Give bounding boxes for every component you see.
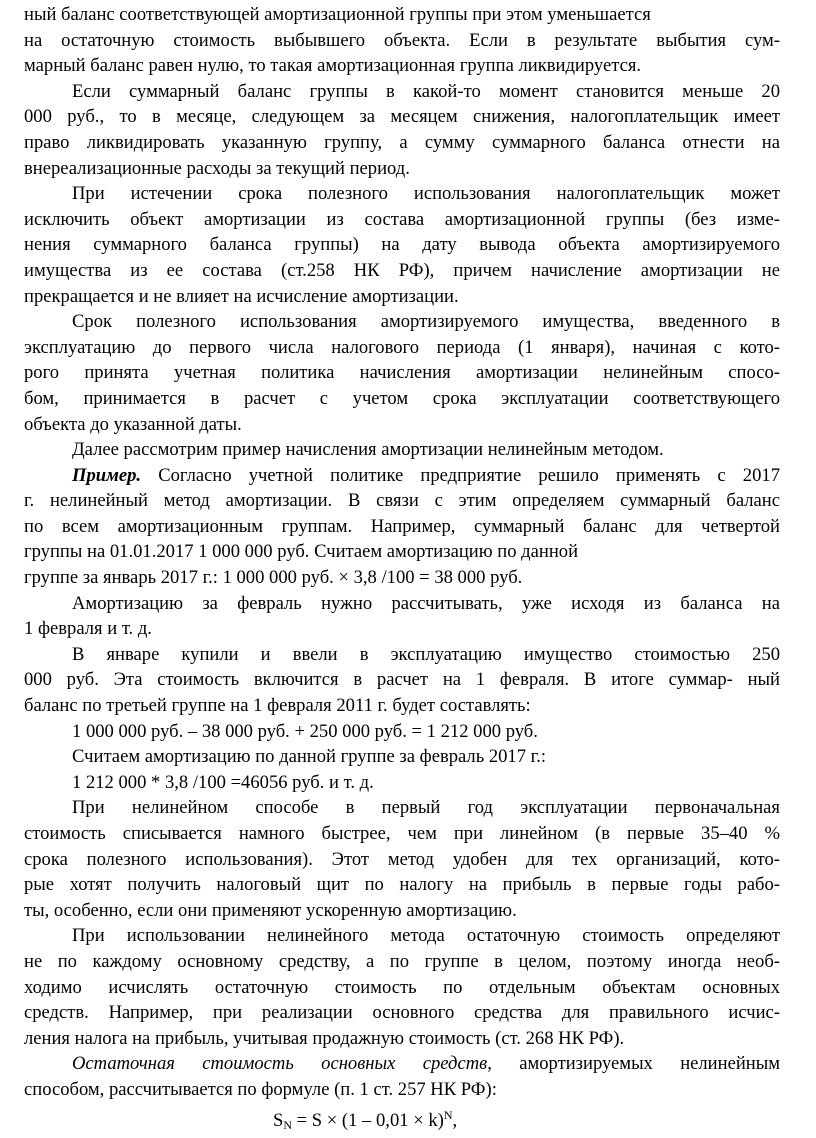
text-line: ходимо исчислять остаточную стоимость по отдельным объектам основных <box>24 976 780 998</box>
example-label: Пример. <box>72 464 142 486</box>
term-italic: Остаточная стоимость основных средств <box>72 1053 488 1075</box>
formula-lhs-subscript: N <box>283 1117 293 1132</box>
text-line: г. нелинейный метод амортизации. В связи с этим определяем суммарный баланс <box>24 490 780 512</box>
definition-text: , амортизируемых нелинейным <box>487 1053 780 1075</box>
example-line <box>24 463 780 489</box>
text-line: группе за январь 2017 г.: 1 000 000 руб. × 3,8 /100 = 38 000 руб. <box>24 567 523 589</box>
formula <box>24 1103 780 1132</box>
formula-rhs-superscript: N <box>443 1107 453 1122</box>
text-line: бом, принимается в расчет с учетом срока эксплуатации соответствующего <box>24 387 780 409</box>
text-line: прекращается и не влияет на исчисление амортизации. <box>24 285 459 307</box>
text-line: баланс по третьей группе на 1 февраля 2011 г. будет составлять: <box>24 695 531 717</box>
paragraph-first-line: При истечении срока полезного использования налогоплательщик может <box>72 183 780 205</box>
paragraph-first-line: Далее рассмотрим пример начисления амортизации нелинейным методом. <box>72 439 664 461</box>
paragraph-first-line: При нелинейном способе в первый год эксплуатации первоначальная <box>72 797 780 819</box>
definition-line <box>24 1051 780 1077</box>
text-line: нения суммарного баланса группы) на дату вывода объекта амортизируемого <box>24 234 780 256</box>
text-line: имущества из ее состава (ст.258 НК РФ), причем начисление амортизации не <box>24 259 780 281</box>
text-line: ты, особенно, если они применяют ускоренную амортизацию. <box>24 899 517 921</box>
text-line: 1 февраля и т. д. <box>24 618 152 640</box>
paragraph-first-line: Срок полезного использования амортизируемого имущества, введенного в <box>72 311 780 333</box>
paragraph-first-line: В январе купили и ввели в эксплуатацию имущество стоимостью 250 <box>72 643 780 665</box>
text-line: группы на 01.01.2017 1 000 000 руб. Считаем амортизацию по данной <box>24 541 579 563</box>
text-line: право ликвидировать указанную группу, а сумму суммарного баланса отнести на <box>24 131 780 153</box>
formula-rhs: = S × (1 – 0,01 × k) <box>292 1109 444 1131</box>
text-line: способом, рассчитывается по формуле (п. 1 ст. 257 НК РФ): <box>24 1078 497 1100</box>
calculation-line: 1 212 000 * 3,8 /100 =46056 руб. и т. д. <box>72 771 374 793</box>
paragraph-first-line: Амортизацию за февраль нужно рассчитывать, уже исходя из баланса на <box>72 592 780 614</box>
text-line: 000 руб. Эта стоимость включится в расчет на 1 февраля. В итоге суммар- ный <box>24 669 780 691</box>
text-line: ный баланс соответствующей амортизационной группы при этом уменьшается <box>24 4 651 25</box>
text-line: внереализационные расходы за текущий период. <box>24 157 410 179</box>
text-line: срока полезного использования). Этот метод удобен для тех организаций, кото- <box>24 848 780 870</box>
text-line: по всем амортизационным группам. Например, суммарный баланс для четвертой <box>24 515 780 537</box>
text-line: 000 руб., то в месяце, следующем за месяцем снижения, налогоплательщик имеет <box>24 106 780 128</box>
text-line: рые хотят получить налоговый щит по налогу на прибыль в первые годы рабо- <box>24 874 780 896</box>
text-line: исключить объект амортизации из состава амортизационной группы (без изме- <box>24 208 780 230</box>
text-line: рого принята учетная политика начисления амортизации нелинейным спосо- <box>24 362 780 384</box>
formula-lhs: S <box>273 1109 284 1131</box>
paragraph-first-line: Если суммарный баланс группы в какой-то момент становится меньше 20 <box>72 80 780 102</box>
text-line: на остаточную стоимость выбывшего объекта. Если в результате выбытия сум- <box>24 29 780 51</box>
text-line: ления налога на прибыль, учитывая продажную стоимость (ст. 268 НК РФ). <box>24 1027 625 1049</box>
text-line: объекта до указанной даты. <box>24 413 242 435</box>
text-line: эксплуатацию до первого числа налогового периода (1 января), начиная с кото- <box>24 336 780 358</box>
formula-tail: , <box>452 1109 458 1131</box>
text-line: марный баланс равен нулю, то такая амортизационная группа ликвидируется. <box>24 55 642 77</box>
text-line: средств. Например, при реализации основного средства для правильного исчис- <box>24 1002 780 1024</box>
paragraph-first-line: При использовании нелинейного метода остаточную стоимость определяют <box>72 925 780 947</box>
text-line: не по каждому основному средству, а по группе в целом, поэтому иногда необ- <box>24 950 780 972</box>
calculation-line: Считаем амортизацию по данной группе за февраль 2017 г.: <box>72 746 547 768</box>
text-line: стоимость списывается намного быстрее, чем при линейном (в первые 35–40 % <box>24 823 780 844</box>
example-text: Согласно учетной политике предприятие решило применять с 2017 <box>141 464 780 486</box>
calculation-line: 1 000 000 руб. – 38 000 руб. + 250 000 руб. = 1 212 000 руб. <box>72 720 538 742</box>
